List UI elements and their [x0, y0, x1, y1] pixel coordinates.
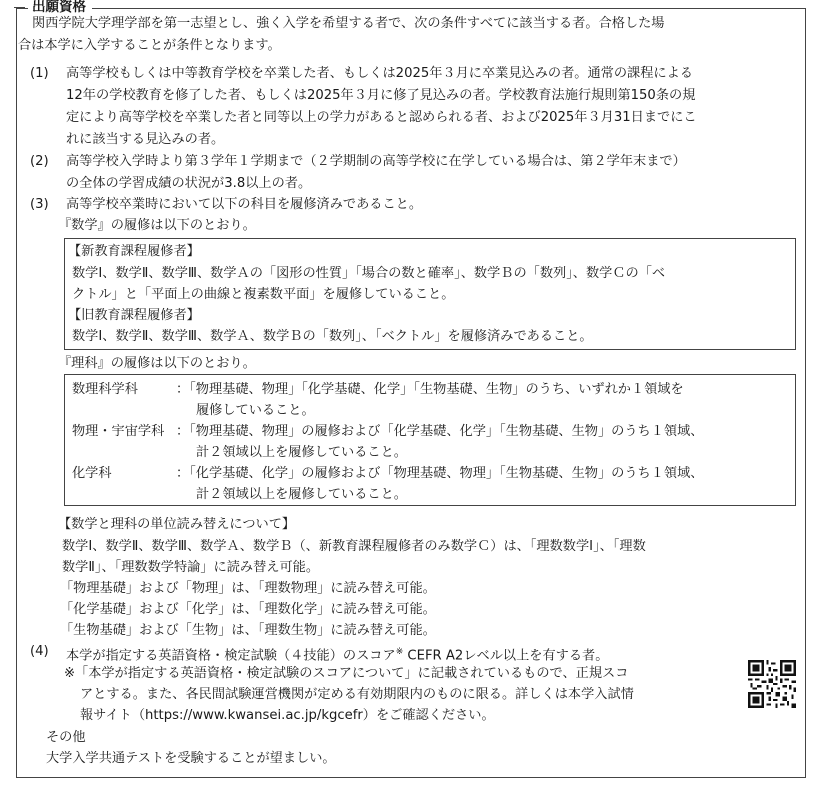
- credit-line: 数学Ⅱ」、「理数数学特論」に読み替え可能。: [62, 560, 320, 575]
- math-intro: 『数学』の履修は以下のとおり。: [58, 218, 256, 233]
- dept-requirement: 計２領域以上を履修していること。: [196, 445, 407, 460]
- dept-requirement: 計２領域以上を履修していること。: [196, 487, 407, 502]
- section-title: 出願資格: [28, 0, 92, 16]
- dept-name: 数理科学科: [72, 382, 138, 397]
- new-curriculum-heading: 【新教育課程履修者】: [68, 244, 200, 259]
- intro-line-2: 合は本学に入学することが条件となります。: [18, 38, 281, 53]
- science-intro: 『理科』の履修は以下のとおり。: [58, 356, 256, 371]
- item-2-line: の全体の学習成績の状況が3.8以上の者。: [66, 176, 312, 191]
- intro-line-1: 関西学院大学理学部を第一志望とし、強く入学を希望する者で、次の条件すべてに該当する者。合格した場: [32, 16, 665, 31]
- item-number: (4): [30, 644, 49, 659]
- other-heading: その他: [46, 730, 86, 745]
- item-4-text-end: CEFR A2レベル以上を有する者。: [403, 648, 609, 664]
- item-1-line: れに該当する見込みの者。: [66, 132, 225, 147]
- credit-line: 数学Ⅰ、数学Ⅱ、数学Ⅲ、数学Ａ、数学Ｂ（、新教育課程履修者のみ数学Ｃ）は、「理数数学Ⅰ」、「理数: [62, 539, 646, 554]
- item-1-line: 高等学校もしくは中等教育学校を卒業した者、もしくは2025年３月に卒業見込みの者。通常の課程による: [66, 66, 693, 81]
- new-curriculum-line: クトル」と「平面上の曲線と複素数平面」を履修していること。: [72, 287, 455, 302]
- dept-name: 化学科: [72, 466, 112, 481]
- old-curriculum-heading: 【旧教育課程履修者】: [68, 308, 200, 323]
- old-curriculum-line: 数学Ⅰ、数学Ⅱ、数学Ⅲ、数学Ａ、数学Ｂの「数列」、「ベクトル」を履修済みであること。: [72, 329, 593, 344]
- dept-requirement: ：「物理基礎、物理」の履修および「化学基礎、化学」「生物基礎、生物」のうち１領域、: [176, 424, 704, 439]
- note-line: 報サイト（https://www.kwansei.ac.jp/kgcefr）をご確認ください。: [80, 708, 495, 723]
- qr-code-icon[interactable]: [748, 660, 796, 708]
- note-line: ※「本学が指定する英語資格・検定試験のスコアについて」に記載されているもので、正規スコ: [64, 666, 629, 681]
- note-line: アとする。また、各民間試験運営機関が定める有効期限内のものに限る。詳しくは本学入試情: [80, 687, 634, 702]
- credit-line: 「化学基礎」および「化学」は、「理数化学」に読み替え可能。: [60, 602, 436, 617]
- item-3-line: 高等学校卒業時において以下の科目を履修済みであること。: [66, 197, 423, 212]
- item-number: (2): [30, 154, 49, 169]
- item-4-text: 本学が指定する英語資格・検定試験（４技能）のスコア: [66, 648, 396, 664]
- dept-requirement: 履修していること。: [196, 403, 315, 418]
- item-1-line: 12年の学校教育を修了した者、もしくは2025年３月に修了見込みの者。学校教育法施行規則第150条の規: [66, 88, 696, 103]
- credit-line: 「生物基礎」および「生物」は、「理数生物」に読み替え可能。: [60, 623, 436, 638]
- dept-name: 物理・宇宙学科: [72, 424, 165, 439]
- item-2-line: 高等学校入学時より第３学年１学期まで（２学期制の高等学校に在学している場合は、第２学年末まで）: [66, 154, 686, 169]
- credit-line: 「物理基礎」および「物理」は、「理数物理」に読み替え可能。: [60, 581, 436, 596]
- credit-heading: 【数学と理科の単位読み替えについて】: [58, 517, 296, 532]
- dept-requirement: ：「化学基礎、化学」の履修および「物理基礎、物理」「生物基礎、生物」のうち１領域、: [176, 466, 704, 481]
- item-number: (1): [30, 66, 49, 81]
- dept-requirement: ：「物理基礎、物理」「化学基礎、化学」「生物基礎、生物」のうち、いずれか１領域を: [176, 382, 684, 397]
- note-mark: ※: [395, 647, 404, 657]
- new-curriculum-line: 数学Ⅰ、数学Ⅱ、数学Ⅲ、数学Ａの「図形の性質」「場合の数と確率」、数学Ｂの「数列」、数学Ｃの「ベ: [72, 266, 666, 281]
- item-number: (3): [30, 197, 49, 212]
- item-1-line: 定により高等学校を卒業した者と同等以上の学力があると認められる者、および2025年３月31日までにこ: [66, 110, 697, 125]
- other-line: 大学入学共通テストを受験することが望ましい。: [46, 751, 336, 766]
